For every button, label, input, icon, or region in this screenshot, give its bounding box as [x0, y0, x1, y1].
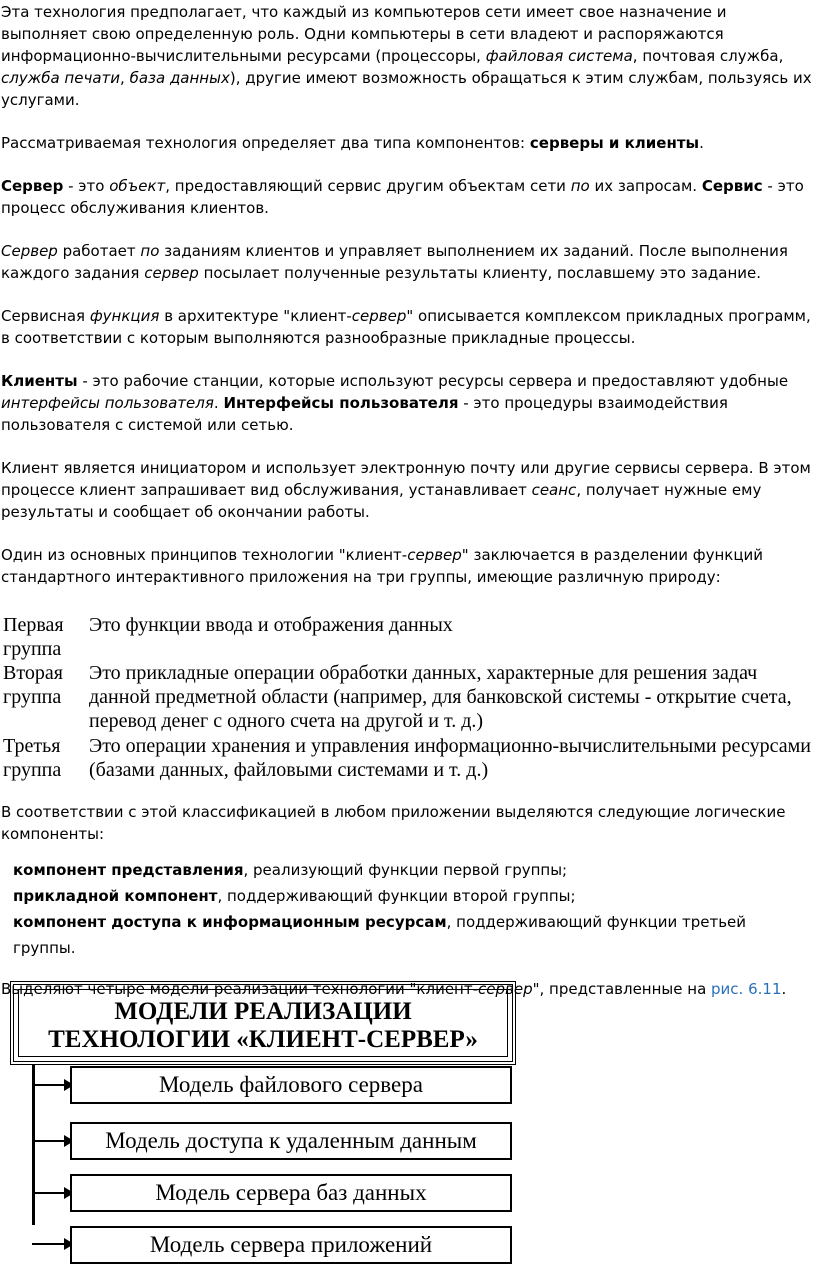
term-clients: Клиенты	[1, 372, 78, 390]
component-name: компонент представления	[13, 861, 244, 879]
text: - это	[63, 177, 110, 195]
text: .	[781, 980, 787, 998]
arrow-icon	[32, 1140, 68, 1142]
paragraph-principle	[1, 544, 812, 588]
text: Выделяют четыре модели реализации технологии "клиент-	[1, 980, 479, 998]
components-list	[13, 857, 812, 961]
text: .	[699, 134, 704, 152]
model-box: Модель сервера баз данных	[70, 1174, 512, 1212]
term-service: Сервис	[701, 177, 763, 195]
term-database: база данных	[129, 69, 230, 87]
term-server: сервер	[144, 264, 199, 282]
function-groups-table	[1, 613, 812, 783]
text: Один из основных принципов технологии "клиент-	[1, 546, 408, 564]
text: " заключается в разделении функций стандартного интерактивного приложения на три группы, имеющие различную природу:	[1, 546, 764, 586]
text: , предоставляющий сервис другим объектам сети	[165, 177, 571, 195]
text: Эта технология предполагает, что каждый из компьютеров сети имеет свое назначение и выполняет свою определенную роль. Одни компьютеры в сети владеют и распоряжаются информационно-вычислительными ресурсами (процессоры,	[1, 3, 727, 65]
text: посылает полученные результаты клиенту, пославшему это задание.	[198, 264, 762, 282]
text: ", представленные на	[532, 980, 712, 998]
paragraph-service-function	[1, 305, 812, 349]
term-function: функция	[89, 307, 160, 325]
arrow-icon	[32, 1243, 68, 1245]
text: их запросам.	[589, 177, 702, 195]
component-desc: , поддерживающий функции третьей группы.	[13, 913, 747, 957]
group-description: Это операции хранения и управления информационно-вычислительными ресурсами (базами данных, файловыми системами и т. д.)	[89, 735, 811, 781]
paragraph-server-work	[1, 240, 812, 284]
paragraph-clients-definition	[1, 370, 812, 436]
models-diagram	[10, 981, 520, 1266]
diagram-title-line: ТЕХНОЛОГИИ «КЛИЕНТ-СЕРВЕР»	[48, 1026, 478, 1053]
term-server: сервер	[351, 307, 407, 325]
text: - это рабочие станции, которые используют ресурсы сервера и предоставляют удобные	[77, 372, 789, 390]
list-item	[13, 909, 812, 961]
text: Сервисная	[1, 307, 90, 325]
text: ), другие имеют возможность обращаться к этим службам, пользуясь их услугами.	[1, 69, 812, 109]
paragraph-component-types	[1, 132, 812, 154]
group-label: Первая группа	[3, 614, 64, 660]
term-user-interfaces: интерфейсы пользователя	[1, 394, 214, 412]
text: заданиям клиентов и управляет выполнением их заданий. После выполнения каждого задания	[1, 242, 788, 282]
diagram-title-line: МОДЕЛИ РЕАЛИЗАЦИИ	[114, 998, 412, 1025]
text: Рассматриваемая технология определяет два типа компонентов:	[1, 134, 530, 152]
group-label: Вторая группа	[3, 662, 63, 708]
model-box: Модель доступа к удаленным данным	[70, 1122, 512, 1160]
model-box: Модель сервера приложений	[70, 1226, 512, 1264]
connector-line	[32, 1065, 35, 1225]
term-server: Сервер	[1, 177, 64, 195]
document-page	[0, 1, 816, 1266]
term-servers-clients: серверы и клиенты	[529, 134, 700, 152]
group-description: Это функции ввода и отображения данных	[89, 614, 453, 636]
component-desc: , поддерживающий функции второй группы;	[217, 887, 576, 905]
term-print-service: служба печати	[1, 69, 121, 87]
list-item	[13, 883, 812, 909]
term-session: сеанс	[531, 481, 577, 499]
list-item	[13, 857, 812, 883]
text: ,	[120, 69, 130, 87]
text: в архитектуре "клиент-	[159, 307, 352, 325]
paragraph-intro	[1, 1, 812, 111]
diagram-title	[10, 981, 516, 1065]
term-object: объект	[109, 177, 166, 195]
group-description: Это прикладные операции обработки данных, характерные для решения задач данной предметной области (например, для банковской системы - открытие счета, перевод денег с одного счета на другой и т. д.)	[89, 662, 792, 732]
term-po: по	[570, 177, 590, 195]
term-po: по	[140, 242, 160, 260]
text: Клиент является инициатором и использует электронную почту или другие сервисы сервера. В этом процессе клиент запрашивает вид обслуживания, устанавливает	[1, 459, 811, 499]
text: , получает нужные ему результаты и сообщает об окончании работы.	[1, 481, 762, 521]
term-server: сервер	[407, 546, 462, 564]
text: - это процесс обслуживания клиентов.	[1, 177, 804, 217]
component-desc: , реализующий функции первой группы;	[243, 861, 568, 879]
table-row	[1, 661, 812, 734]
text: .	[213, 394, 224, 412]
term-server: сервер	[478, 980, 533, 998]
arrow-icon	[32, 1192, 68, 1194]
component-name: компонент доступа к информационным ресурсам	[13, 913, 447, 931]
arrow-icon	[32, 1084, 68, 1086]
term-server: Сервер	[1, 242, 58, 260]
text: - это процедуры взаимодействия пользователя с системой или сетью.	[1, 394, 728, 434]
component-name: прикладной компонент	[13, 887, 218, 905]
paragraph-server-definition	[1, 175, 812, 219]
term-file-system: файловая система	[485, 47, 633, 65]
text: , почтовая служба,	[632, 47, 784, 65]
text: " описывается комплексом прикладных программ, в соответствии с которым выполняются разнообразные прикладные процессы.	[1, 307, 811, 347]
table-row	[1, 734, 812, 783]
group-label: Третья группа	[3, 735, 62, 781]
term-user-interfaces-bold: Интерфейсы пользователя	[223, 394, 459, 412]
paragraph-classification: В соответствии с этой классификацией в любом приложении выделяются следующие логические компоненты:	[1, 803, 786, 843]
table-row	[1, 613, 812, 661]
figure-link[interactable]: рис. 6.11	[711, 980, 782, 998]
text: работает	[57, 242, 141, 260]
paragraph-client-initiator	[1, 457, 812, 523]
model-box: Модель файлового сервера	[70, 1066, 512, 1104]
